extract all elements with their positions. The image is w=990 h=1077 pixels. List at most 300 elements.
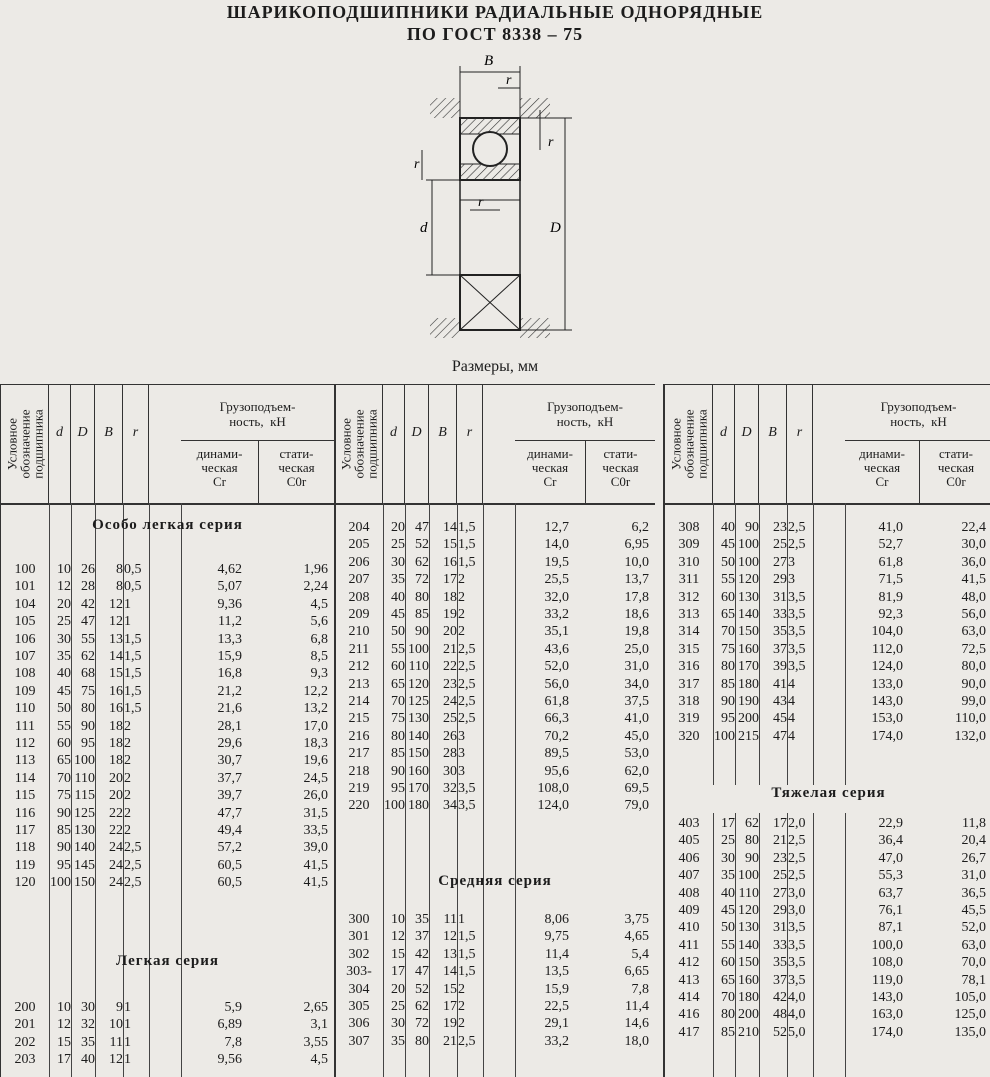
cell-r: 2 <box>458 624 465 640</box>
cell-static: 90,0 <box>961 676 986 692</box>
cell-D: 47 <box>415 520 429 535</box>
cell-D: 47 <box>81 614 95 630</box>
cell-D: 160 <box>408 763 429 779</box>
cell-d: 85 <box>721 676 735 692</box>
cell-static: 19,6 <box>303 753 328 769</box>
cell-D: 95 <box>81 736 95 751</box>
cell-static: 70,0 <box>961 955 986 971</box>
cell-D: 180 <box>738 990 759 1005</box>
cell-B: 29 <box>773 903 787 918</box>
cell-d: 17 <box>721 816 735 831</box>
cell-static: 132,0 <box>954 728 986 744</box>
cell-D: 140 <box>738 937 759 953</box>
cell-r: 3,5 <box>788 641 806 657</box>
cell-designation: 417 <box>678 1024 700 1040</box>
cell-B: 13 <box>443 946 457 962</box>
cell-designation: 304 <box>348 981 370 997</box>
table-row <box>1 718 334 735</box>
cell-dynamic: 66,3 <box>544 711 569 727</box>
cell-static: 33,5 <box>303 823 328 838</box>
cell-designation: 300 <box>348 912 370 927</box>
table-row <box>1 578 334 595</box>
cell-dynamic: 87,1 <box>878 920 903 936</box>
cell-dynamic: 21,6 <box>217 701 242 717</box>
cell-r: 3,5 <box>788 937 806 953</box>
cell-d: 65 <box>721 972 735 988</box>
cell-dynamic: 9,56 <box>217 1052 242 1068</box>
cell-static: 52,0 <box>961 920 986 936</box>
cell-static: 31,0 <box>961 868 986 884</box>
cell-d: 45 <box>391 607 405 622</box>
cell-D: 80 <box>415 1033 429 1049</box>
cell-r: 2 <box>458 572 465 588</box>
table-row <box>1 648 334 665</box>
cell-B: 12 <box>109 614 123 630</box>
cell-B: 8 <box>116 562 123 577</box>
cell-B: 12 <box>109 596 123 612</box>
cell-r: 2 <box>124 718 131 734</box>
cell-D: 62 <box>415 554 429 570</box>
cell-dynamic: 22,5 <box>544 999 569 1014</box>
cell-B: 24 <box>109 875 123 891</box>
cell-r: 3,5 <box>458 798 476 814</box>
cell-d: 80 <box>721 1007 735 1023</box>
cell-static: 99,0 <box>961 694 986 709</box>
cell-dynamic: 11,4 <box>545 946 569 962</box>
cell-d: 90 <box>391 763 405 779</box>
cell-designation: 414 <box>678 990 700 1005</box>
cell-D: 80 <box>415 589 429 605</box>
cell-r: 1,5 <box>458 554 476 570</box>
cell-B: 12 <box>109 1052 123 1068</box>
cell-r: 3,5 <box>788 920 806 936</box>
header-cell-designation <box>335 385 383 503</box>
cell-static: 69,5 <box>624 781 649 796</box>
cell-r: 3,5 <box>788 624 806 640</box>
cell-r: 1 <box>124 1034 131 1050</box>
cell-B: 17 <box>773 816 787 831</box>
cell-r: 3,5 <box>788 607 806 622</box>
cell-designation: 107 <box>14 649 36 664</box>
table-row <box>665 554 990 571</box>
cell-B: 33 <box>773 607 787 622</box>
cell-designation: 209 <box>348 607 370 622</box>
header-d: d <box>720 425 727 440</box>
cell-D: 32 <box>81 1017 95 1033</box>
cell-static: 4,5 <box>310 596 328 612</box>
table-row <box>335 728 655 745</box>
cell-B: 8 <box>116 579 123 595</box>
table-row <box>335 1015 655 1032</box>
cell-D: 130 <box>738 920 759 936</box>
cell-static: 36,5 <box>961 885 986 901</box>
cell-static: 31,5 <box>303 805 328 821</box>
cell-D: 125 <box>74 805 95 821</box>
cell-static: 41,5 <box>303 857 328 873</box>
cell-static: 18,3 <box>303 736 328 751</box>
table-row <box>1 805 334 822</box>
cell-designation: 407 <box>678 868 700 884</box>
cell-static: 110,0 <box>955 711 986 727</box>
cell-B: 31 <box>773 920 787 936</box>
cell-dynamic: 124,0 <box>537 798 569 814</box>
cell-B: 24 <box>443 694 457 709</box>
cell-designation: 210 <box>348 624 370 640</box>
cell-B: 15 <box>109 666 123 682</box>
cell-static: 63,0 <box>961 937 986 953</box>
cell-r: 2 <box>124 753 131 769</box>
cell-dynamic: 163,0 <box>871 1007 903 1023</box>
cell-designation: 120 <box>14 875 36 891</box>
cell-D: 40 <box>81 1052 95 1068</box>
cell-B: 14 <box>443 520 457 535</box>
page-title: ШАРИКОПОДШИПНИКИ РАДИАЛЬНЫЕ ОДНОРЯДНЫЕ <box>226 2 764 22</box>
cell-designation: 309 <box>678 537 700 553</box>
cell-d: 100 <box>50 875 71 891</box>
cell-D: 110 <box>74 770 95 786</box>
cell-d: 10 <box>57 1000 71 1015</box>
cell-designation: 412 <box>678 955 700 971</box>
cell-r: 2 <box>124 823 131 838</box>
cell-dynamic: 4,62 <box>217 562 242 577</box>
table-row <box>665 519 990 536</box>
cell-D: 42 <box>81 596 95 612</box>
cell-r: 1 <box>124 1052 131 1068</box>
cell-D: 90 <box>745 850 759 866</box>
table-row <box>665 972 990 989</box>
table-row <box>335 928 655 945</box>
cell-dynamic: 15,9 <box>544 981 569 997</box>
cell-r: 3 <box>458 728 465 744</box>
cell-B: 14 <box>109 649 123 664</box>
table-row <box>665 832 990 849</box>
cell-r: 3,5 <box>788 955 806 971</box>
cell-B: 18 <box>109 736 123 751</box>
cell-static: 11,4 <box>625 999 649 1014</box>
cell-designation: 216 <box>348 728 370 744</box>
cell-D: 210 <box>738 1024 759 1040</box>
table-row <box>665 710 990 727</box>
cell-d: 70 <box>391 694 405 709</box>
cell-designation: 406 <box>678 850 700 866</box>
series-title: Тяжелая серия <box>771 785 886 801</box>
cell-B: 37 <box>773 641 787 657</box>
cell-r: 1,5 <box>124 666 142 682</box>
cell-d: 20 <box>391 981 405 997</box>
cell-B: 19 <box>443 607 457 622</box>
header-static: стати- ческая C0r <box>919 441 990 503</box>
table-row <box>1 700 334 717</box>
table-row <box>1 665 334 682</box>
cell-designation: 416 <box>678 1007 700 1023</box>
cell-designation: 207 <box>348 572 370 588</box>
cell-r: 4,0 <box>788 1007 806 1023</box>
table-row <box>665 919 990 936</box>
cell-d: 45 <box>721 537 735 553</box>
cell-dynamic: 52,0 <box>544 659 569 675</box>
cell-r: 4 <box>788 676 795 692</box>
cell-B: 37 <box>773 972 787 988</box>
label-r-top: r <box>506 73 512 88</box>
cell-designation: 219 <box>348 781 370 796</box>
cell-B: 12 <box>443 929 457 945</box>
cell-B: 20 <box>109 770 123 786</box>
header-D: D <box>411 425 422 440</box>
cell-dynamic: 76,1 <box>878 903 903 918</box>
cell-designation: 112 <box>14 736 36 751</box>
cell-r: 3,5 <box>788 972 806 988</box>
cell-static: 8,5 <box>310 649 328 664</box>
cell-r: 2 <box>458 981 465 997</box>
cell-dynamic: 39,7 <box>217 788 242 804</box>
header-designation: Условное обозначение подшипника <box>4 409 45 479</box>
cell-B: 21 <box>443 641 457 657</box>
cell-static: 30,0 <box>961 537 986 553</box>
table-row <box>665 571 990 588</box>
table-row <box>335 606 655 623</box>
cell-r: 1,5 <box>124 683 142 699</box>
cell-d: 55 <box>721 937 735 953</box>
table-header <box>1 385 334 505</box>
cell-dynamic: 5,07 <box>217 579 242 595</box>
table-row <box>665 658 990 675</box>
cell-designation: 201 <box>14 1017 36 1033</box>
cell-d: 35 <box>391 1033 405 1049</box>
table-row <box>335 998 655 1015</box>
cell-designation: 113 <box>14 753 36 769</box>
cell-r: 2 <box>458 999 465 1014</box>
cell-d: 85 <box>391 746 405 762</box>
cell-dynamic: 9,36 <box>217 596 242 612</box>
cell-d: 95 <box>57 857 71 873</box>
cell-d: 85 <box>57 823 71 838</box>
cell-static: 56,0 <box>961 607 986 622</box>
cell-designation: 215 <box>348 711 370 727</box>
table-row <box>1 839 334 856</box>
cell-dynamic: 52,7 <box>878 537 903 553</box>
cell-d: 35 <box>391 572 405 588</box>
cell-dynamic: 9,75 <box>544 929 569 945</box>
cell-dynamic: 57,2 <box>217 840 242 856</box>
cell-d: 60 <box>57 736 71 751</box>
table-row <box>335 641 655 658</box>
cell-D: 170 <box>738 659 759 675</box>
cell-B: 39 <box>773 659 787 675</box>
cell-D: 145 <box>74 857 95 873</box>
cell-designation: 206 <box>348 554 370 570</box>
cell-d: 85 <box>721 1024 735 1040</box>
cell-dynamic: 22,9 <box>878 816 903 831</box>
cell-static: 63,0 <box>961 624 986 640</box>
cell-r: 3,0 <box>788 903 806 918</box>
cell-D: 30 <box>81 1000 95 1015</box>
cell-B: 20 <box>109 788 123 804</box>
cell-dynamic: 153,0 <box>871 711 903 727</box>
cell-dynamic: 56,0 <box>544 676 569 692</box>
table-row <box>1 631 334 648</box>
cell-designation: 311 <box>678 572 700 588</box>
cell-dynamic: 47,0 <box>878 850 903 866</box>
cell-d: 25 <box>57 614 71 630</box>
cell-D: 26 <box>81 562 95 577</box>
cell-D: 62 <box>415 999 429 1014</box>
table-row <box>335 623 655 640</box>
cell-static: 6,95 <box>624 537 649 553</box>
label-B: B <box>484 53 494 69</box>
cell-static: 6,8 <box>310 631 328 647</box>
cell-r: 1,5 <box>124 649 142 664</box>
cell-static: 19,8 <box>624 624 649 640</box>
cell-designation: 111 <box>15 718 35 734</box>
cell-designation: 301 <box>348 929 370 945</box>
cell-r: 2 <box>458 607 465 622</box>
cell-designation: 105 <box>14 614 36 630</box>
cell-static: 24,5 <box>303 770 328 786</box>
cell-designation: 218 <box>348 763 370 779</box>
cell-D: 130 <box>74 823 95 838</box>
cell-d: 70 <box>721 624 735 640</box>
table-panel-3 <box>663 384 990 1077</box>
cell-dynamic: 95,6 <box>544 763 569 779</box>
cell-D: 62 <box>81 649 95 664</box>
header-capacity: Грузоподъем- ность, кН <box>845 385 990 441</box>
table-row <box>665 641 990 658</box>
cell-designation: 211 <box>348 641 370 657</box>
cell-designation: 303- <box>346 964 372 980</box>
cell-dynamic: 49,4 <box>217 823 242 838</box>
cell-r: 2,5 <box>124 857 142 873</box>
table-row <box>335 571 655 588</box>
cell-static: 7,8 <box>631 981 649 997</box>
cell-dynamic: 16,8 <box>217 666 242 682</box>
cell-d: 35 <box>721 868 735 884</box>
cell-d: 30 <box>721 850 735 866</box>
cell-d: 12 <box>57 579 71 595</box>
cell-dynamic: 11,2 <box>218 614 242 630</box>
table-row <box>335 1033 655 1050</box>
cell-D: 100 <box>74 753 95 769</box>
cell-dynamic: 92,3 <box>878 607 903 622</box>
header-cell-D <box>71 385 95 503</box>
table-row <box>1 1034 334 1051</box>
cell-static: 12,2 <box>303 683 328 699</box>
header-cell-r <box>457 385 483 503</box>
cell-r: 4 <box>788 728 795 744</box>
cell-static: 20,4 <box>961 833 986 849</box>
cell-D: 80 <box>745 833 759 849</box>
cell-designation: 200 <box>14 1000 36 1015</box>
header-dynamic: динами- ческая Cr <box>527 446 573 489</box>
cell-d: 65 <box>57 753 71 769</box>
cell-d: 12 <box>57 1017 71 1033</box>
cell-B: 16 <box>109 701 123 717</box>
table-header <box>335 385 655 505</box>
table-panel-1 <box>0 384 336 1077</box>
cell-designation: 413 <box>678 972 700 988</box>
table-row <box>335 745 655 762</box>
cell-d: 25 <box>721 833 735 849</box>
cell-dynamic: 21,2 <box>217 683 242 699</box>
cell-D: 160 <box>738 641 759 657</box>
table-row <box>665 1006 990 1023</box>
table-row <box>665 989 990 1006</box>
table-row <box>335 963 655 980</box>
cell-B: 32 <box>443 781 457 796</box>
cell-d: 60 <box>721 589 735 605</box>
cell-designation: 319 <box>678 711 700 727</box>
cell-r: 1,5 <box>458 964 476 980</box>
cell-r: 1 <box>124 1000 131 1015</box>
cell-D: 47 <box>415 964 429 980</box>
cell-dynamic: 41,0 <box>878 520 903 535</box>
cell-dynamic: 35,1 <box>544 624 569 640</box>
cell-dynamic: 71,5 <box>878 572 903 588</box>
cell-dynamic: 19,5 <box>544 554 569 570</box>
cell-D: 35 <box>81 1034 95 1050</box>
header-designation: Условное обозначение подшипника <box>668 409 709 479</box>
header-cell-d <box>713 385 735 503</box>
cell-static: 39,0 <box>303 840 328 856</box>
cell-r: 2,5 <box>458 659 476 675</box>
cell-dynamic: 61,8 <box>878 554 903 570</box>
cell-d: 15 <box>391 946 405 962</box>
cell-B: 41 <box>773 676 787 692</box>
cell-designation: 116 <box>14 805 36 821</box>
cell-static: 72,5 <box>961 641 986 657</box>
cell-B: 20 <box>443 624 457 640</box>
cell-r: 2,5 <box>124 875 142 891</box>
cell-D: 100 <box>738 868 759 884</box>
header-cell-B <box>759 385 787 503</box>
table-row <box>1 735 334 752</box>
cell-B: 31 <box>773 589 787 605</box>
cell-d: 100 <box>714 728 735 744</box>
cell-designation: 214 <box>348 694 370 709</box>
cell-designation: 108 <box>14 666 36 682</box>
cell-r: 5,0 <box>788 1024 806 1040</box>
cell-B: 52 <box>773 1024 787 1040</box>
cell-D: 68 <box>81 666 95 682</box>
cell-dynamic: 13,3 <box>217 631 242 647</box>
header-dynamic: динами- ческая Cr <box>196 446 243 489</box>
cell-d: 75 <box>391 711 405 727</box>
cell-r: 2 <box>458 589 465 605</box>
cell-designation: 310 <box>678 554 700 570</box>
cell-r: 2,5 <box>788 833 806 849</box>
cell-B: 18 <box>109 753 123 769</box>
cell-B: 18 <box>109 718 123 734</box>
cell-d: 65 <box>391 676 405 692</box>
cell-designation: 320 <box>678 728 700 744</box>
table-row <box>665 1024 990 1041</box>
table-row <box>1 770 334 787</box>
cell-r: 2,5 <box>458 1033 476 1049</box>
cell-d: 40 <box>57 666 71 682</box>
table-row <box>335 554 655 571</box>
table-row <box>1 1051 334 1068</box>
cell-r: 2,5 <box>788 537 806 553</box>
cell-r: 1,5 <box>458 537 476 553</box>
cell-designation: 202 <box>14 1034 36 1050</box>
cell-static: 78,1 <box>961 972 986 988</box>
cell-dynamic: 100,0 <box>871 937 903 953</box>
cell-B: 22 <box>109 823 123 838</box>
table-row <box>1 874 334 891</box>
table-row <box>1 596 334 613</box>
cell-dynamic: 8,06 <box>544 912 569 927</box>
cell-B: 15 <box>443 981 457 997</box>
cell-d: 40 <box>391 589 405 605</box>
